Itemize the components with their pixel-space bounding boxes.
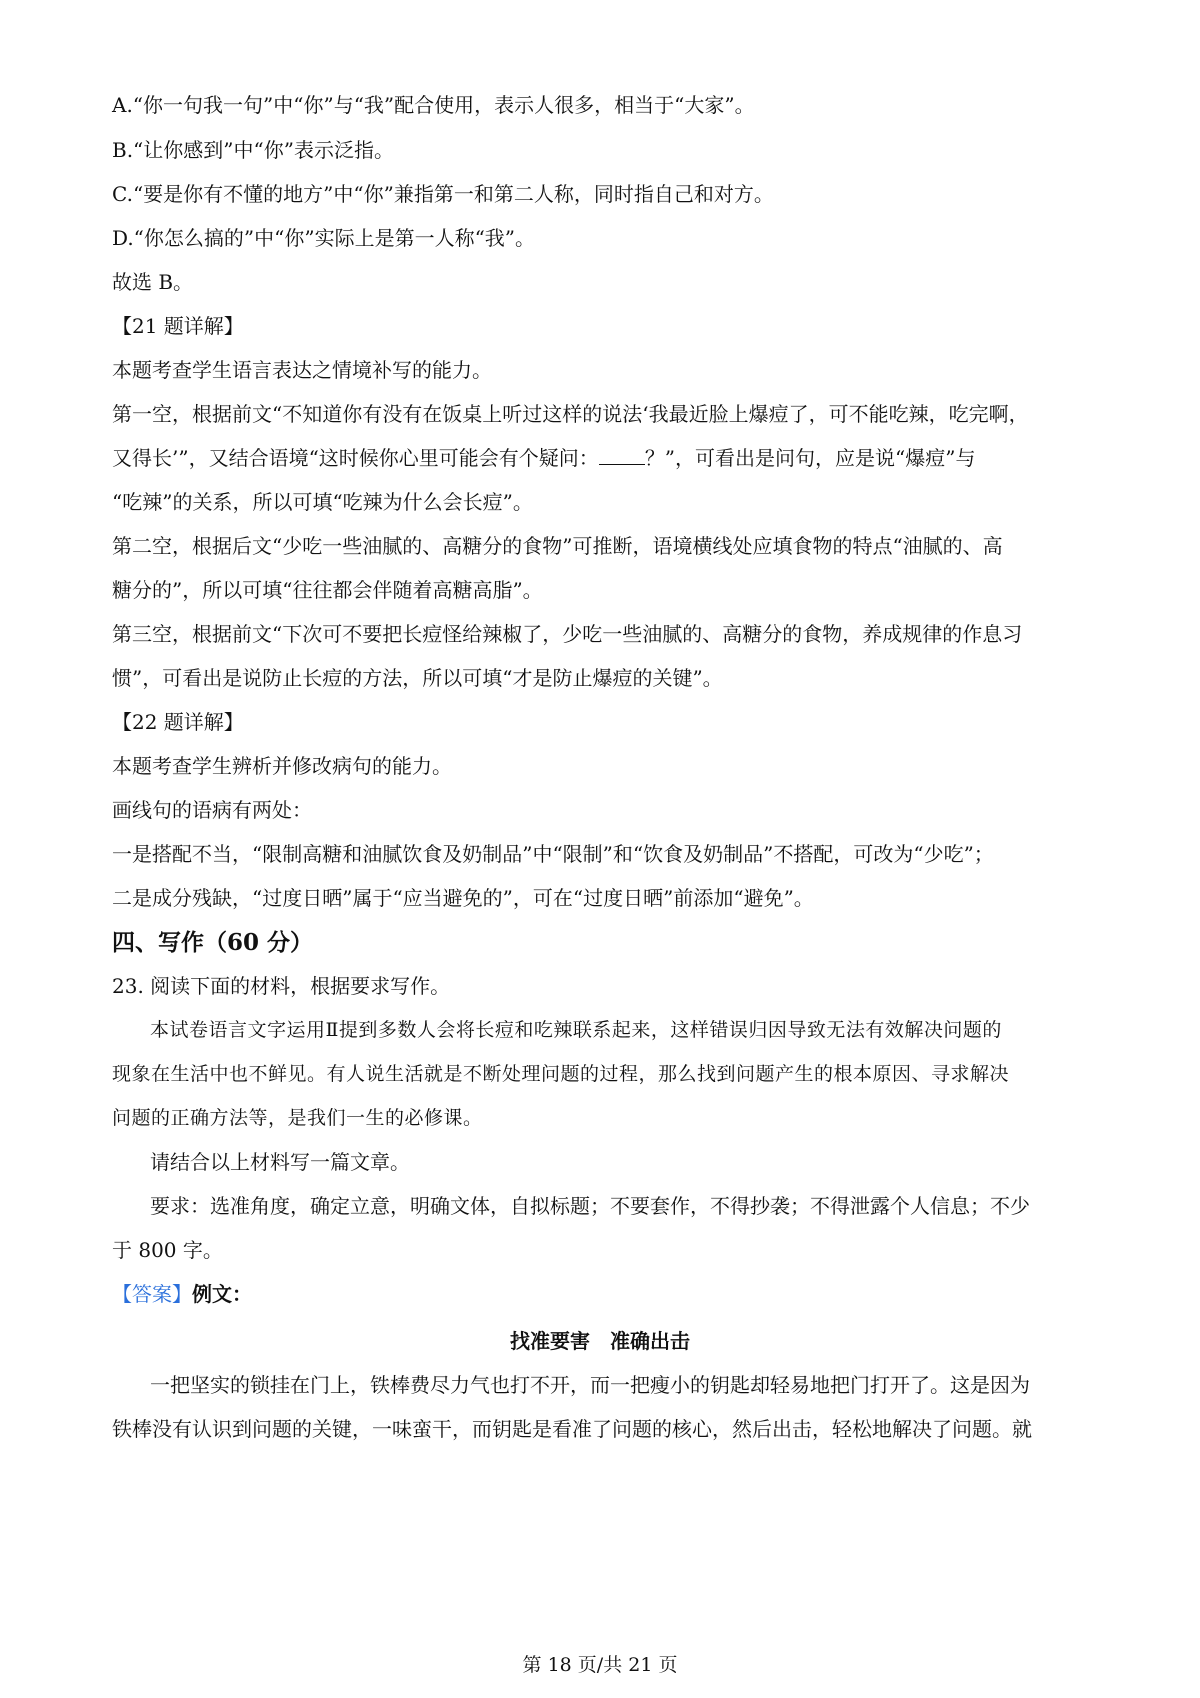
option-d-explanation: D.“你怎么搞的”中“你”实际上是第一人称“我”。 <box>112 226 536 250</box>
answer-label: 例文： <box>192 1282 252 1306</box>
essay-line-2: 铁棒没有认识到问题的关键，一味蛮干，而钥匙是看准了问题的核心，然后出击，轻松地解决了问题。就 <box>112 1417 1032 1441</box>
q22-error-1: 一是搭配不当，“限制高糖和油腻饮食及奶制品”中“限制”和“饮食及奶制品”不搭配，可改为“少吃”； <box>112 842 994 866</box>
answer-choice: 故选 B。 <box>112 270 194 294</box>
q23-prompt: 23. 阅读下面的材料，根据要求写作。 <box>112 974 451 998</box>
q21-blank1-line1: 第一空，根据前文“不知道你有没有在饭桌上听过这样的说法‘我最近脸上爆痘了，可不能吃辣，吃完啊， <box>112 402 1029 426</box>
material-line-2: 现象在生活中也不鲜见。有人说生活就是不断处理问题的过程，那么找到问题产生的根本原因、寻求解决 <box>112 1063 1010 1085</box>
q22-summary: 画线句的语病有两处： <box>112 798 312 822</box>
q21-blank3-line1: 第三空，根据前文“下次可不要把长痘怪给辣椒了，少吃一些油腻的、高糖分的食物，养成规律的作息习 <box>112 622 1023 646</box>
fill-blank-underline <box>599 446 645 465</box>
q21-heading: 【21 题详解】 <box>112 314 244 338</box>
q21-intro: 本题考查学生语言表达之情境补写的能力。 <box>112 358 492 382</box>
q21-blank2-line2: 糖分的”，所以可填“往往都会伴随着高糖高脂”。 <box>112 578 543 602</box>
q21-blank3-line2: 惯”，可看出是说防止长痘的方法，所以可填“才是防止爆痘的关键”。 <box>112 666 723 690</box>
section-writing-heading: 四、写作（60 分） <box>112 929 314 956</box>
requirement-line-3: 于 800 字。 <box>112 1238 223 1262</box>
q21-blank1-line2-a: 又得长’”，又结合语境“这时候你心里可能会有个疑问： <box>112 446 599 470</box>
q21-blank1-line2-b: ？”，可看出是问句，应是说“爆痘”与 <box>644 446 976 470</box>
answer-header <box>112 1279 252 1309</box>
option-c-explanation: C.“要是你有不懂的地方”中“你”兼指第一和第二人称，同时指自己和对方。 <box>112 182 774 206</box>
q22-error-2: 二是成分残缺，“过度日晒”属于“应当避免的”，可在“过度日晒”前添加“避免”。 <box>112 886 814 910</box>
material-line-1: 本试卷语言文字运用Ⅱ提到多数人会将长痘和吃辣联系起来，这样错误归因导致无法有效解决问题的 <box>150 1019 1002 1041</box>
essay-title: 找准要害 准确出击 <box>510 1329 690 1353</box>
page-footer: 第 18 页/共 21 页 <box>522 1654 678 1676</box>
q22-intro: 本题考查学生辨析并修改病句的能力。 <box>112 754 452 778</box>
material-line-3: 问题的正确方法等，是我们一生的必修课。 <box>112 1107 483 1129</box>
requirement-line-1: 请结合以上材料写一篇文章。 <box>150 1150 410 1174</box>
q21-blank2-line1: 第二空，根据后文“少吃一些油腻的、高糖分的食物”可推断，语境横线处应填食物的特点“油腻的、高 <box>112 534 1003 558</box>
q21-blank1-line2 <box>112 443 976 473</box>
q21-blank1-line3: “吃辣”的关系，所以可填“吃辣为什么会长痘”。 <box>112 490 533 514</box>
option-b-explanation: B.“让你感到”中“你”表示泛指。 <box>112 138 394 162</box>
q22-heading: 【22 题详解】 <box>112 710 244 734</box>
essay-line-1: 一把坚实的锁挂在门上，铁棒费尽力气也打不开，而一把瘦小的钥匙却轻易地把门打开了。这是因为 <box>150 1373 1030 1397</box>
answer-tag: 【答案】 <box>112 1282 192 1306</box>
requirement-line-2: 要求：选准角度，确定立意，明确文体，自拟标题；不要套作，不得抄袭；不得泄露个人信息；不少 <box>150 1194 1030 1218</box>
option-a-explanation: A.“你一句我一句”中“你”与“我”配合使用，表示人很多，相当于“大家”。 <box>112 93 755 117</box>
